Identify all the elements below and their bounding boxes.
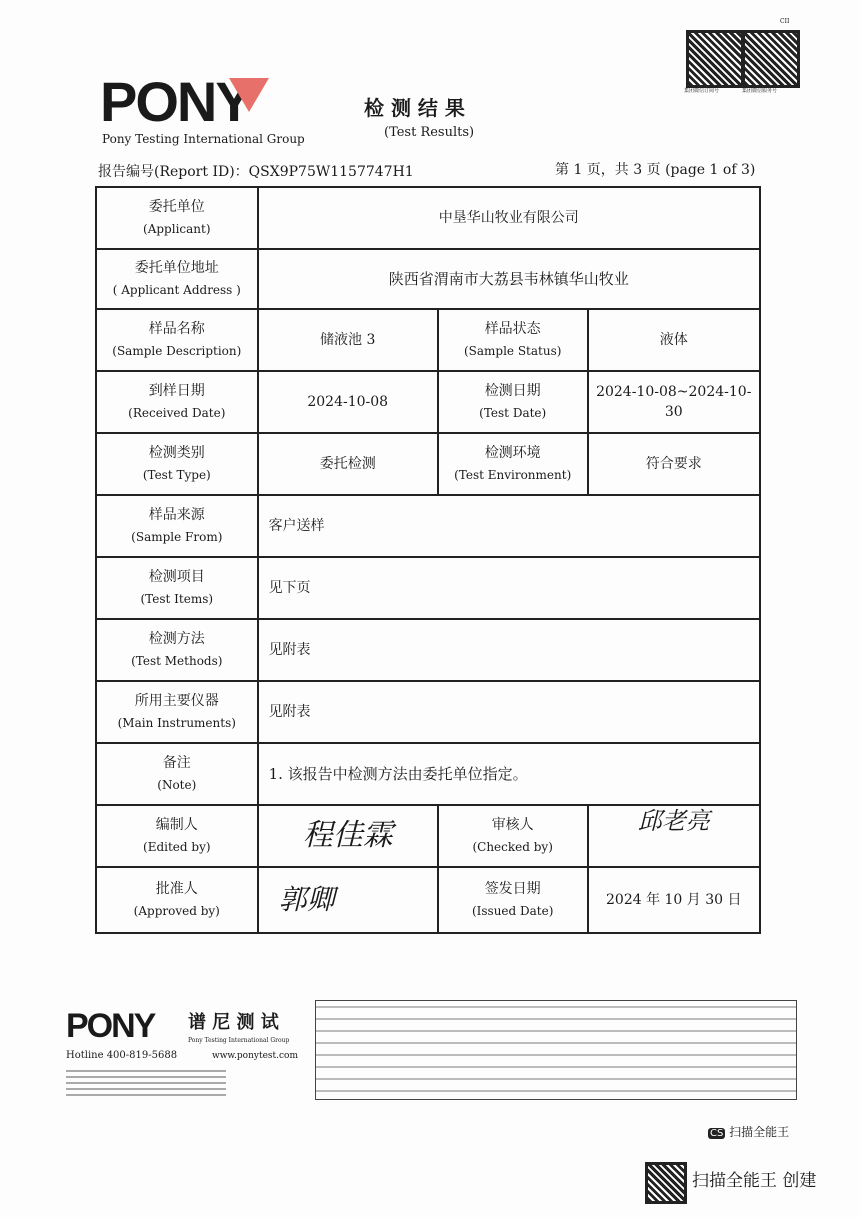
scanner-badge: CS 扫描全能王: [710, 1125, 790, 1139]
watermark-qr-icon: [645, 1162, 687, 1204]
page-number: 第 1 页，共 3 页 (page 1 of 3): [555, 162, 756, 178]
test-type-value: 委托检测: [258, 433, 438, 495]
info-table: 委托单位 (Applicant) 中垦华山牧业有限公司 委托单位地址 ( Applicant Address ) 陕西省渭南市大荔县韦林镇华山牧业 样品名称 (Sample Description) 储液池 3 样品状态 (Sample Status) 液体 到样日期 (Received Date) 2024-10-08 检测日期 (Test Date) 2024-10-08~2024-10-30 检测类别 (Test Type) 委托检测 检测环境 (Test Environment) 符合要求 样品来源 (Sample From) 客户送样 检测项目 (Test Items) 见下页 检测方法 (Test Methods) 见附表 所用主要仪器 (Main Instruments) 见附表 备注 (Note) 1. 该报告中检测方法由委托单位指定。 编制人 (Edited by) 程佳霖 审核人 (Checked by) 邱老亮 批准人 (Approved by) 郭卿 签发日期 (Issued Date) 2024 年 10 月 30 日: [95, 186, 761, 934]
applicant-value: 中垦华山牧业有限公司: [258, 187, 760, 249]
environment-value: 符合要求: [588, 433, 760, 495]
qr-code-icon: [742, 30, 800, 88]
footer-logo-cn: 谱 尼 测 试: [188, 1012, 279, 1033]
qr-label: 集团微信订阅号: [684, 88, 720, 94]
qr-label: 集团微信服务号: [742, 88, 778, 94]
note-value: 1. 该报告中检测方法由委托单位指定。: [258, 743, 760, 805]
editor-signature: 程佳霖: [258, 805, 438, 867]
address-value: 陕西省渭南市大荔县韦林镇华山牧业: [258, 249, 760, 309]
pony-logo: PONY: [100, 74, 269, 130]
report-id: 报告编号(Report ID)：QSX9P75W1157747H1: [98, 164, 414, 180]
footer-logo-sub: Pony Testing International Group: [188, 1037, 290, 1044]
test-methods-value: 见附表: [258, 619, 760, 681]
checker-signature: 邱老亮: [588, 805, 760, 867]
title-en: (Test Results): [384, 125, 475, 140]
received-date-value: 2024-10-08: [258, 371, 438, 433]
sample-desc-value: 储液池 3: [258, 309, 438, 371]
footer-website: www.ponytest.com: [212, 1051, 298, 1061]
logo-triangle-icon: [229, 78, 269, 112]
instruments-value: 见附表: [258, 681, 760, 743]
approver-signature: 郭卿: [258, 867, 438, 933]
sample-status-value: 液体: [588, 309, 760, 371]
footer-hotline: Hotline 400-819-5688: [66, 1050, 178, 1061]
qr-code-icon: [686, 30, 744, 88]
title-cn: 检 测 结 果: [364, 96, 465, 120]
issued-date-value: 2024 年 10 月 30 日: [588, 867, 760, 933]
test-date-value: 2024-10-08~2024-10-30: [588, 371, 760, 433]
scanner-watermark: 扫描全能王 创建: [692, 1171, 817, 1191]
footer-branch-table: [315, 1000, 797, 1100]
logo-subtitle: Pony Testing International Group: [102, 132, 305, 146]
footer-address-block: [66, 1066, 226, 1096]
test-items-value: 见下页: [258, 557, 760, 619]
sample-from-value: 客户送样: [258, 495, 760, 557]
footer-logo: PONY: [66, 1007, 155, 1045]
corner-mark: CII: [780, 18, 790, 25]
